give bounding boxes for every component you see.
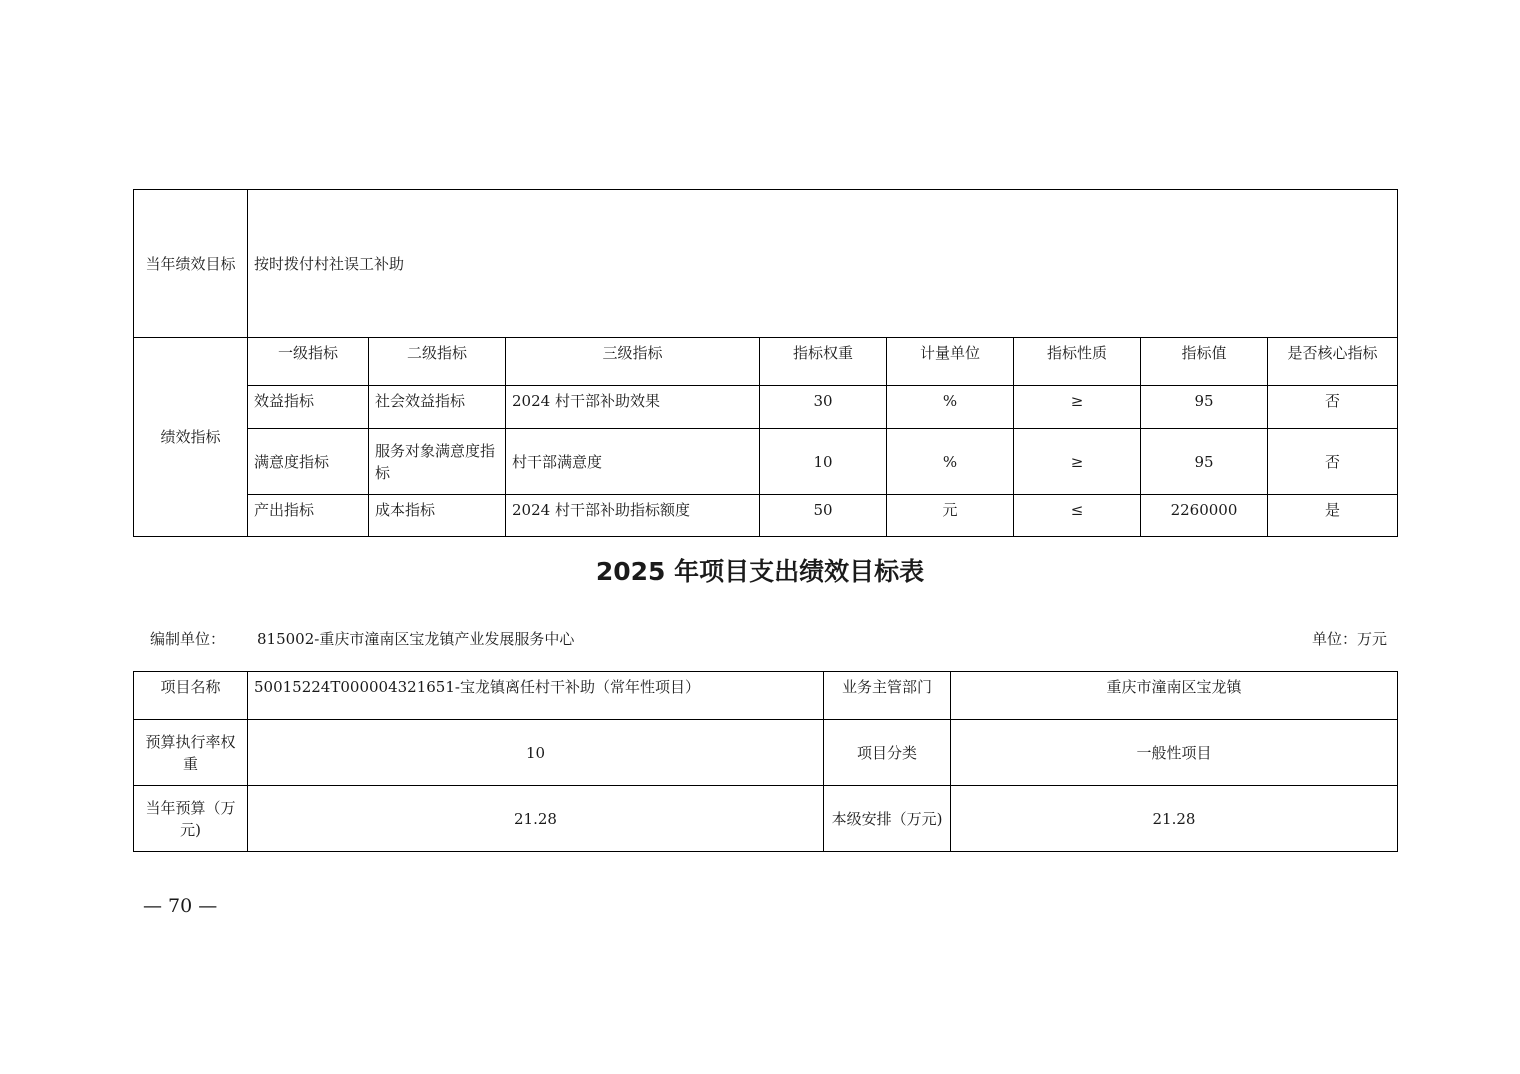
table-row: [134, 720, 1398, 786]
cell-unit: %: [887, 429, 1014, 495]
cell-nature: ≥: [1014, 429, 1141, 495]
table-row: [134, 786, 1398, 852]
header-core: 是否核心指标: [1268, 338, 1398, 386]
dept-value: 重庆市潼南区宝龙镇: [951, 672, 1398, 720]
table-row: [134, 495, 1398, 537]
cell-level1: 产出指标: [248, 495, 369, 537]
budget-label: 当年预算（万元): [134, 786, 248, 852]
cell-weight: 30: [760, 386, 887, 429]
table-row: [134, 386, 1398, 429]
compiler-value: 815002-重庆市潼南区宝龙镇产业发展服务中心: [257, 630, 575, 648]
category-value: 一般性项目: [951, 720, 1398, 786]
indicator-header-row: [134, 338, 1398, 386]
cell-nature: ≤: [1014, 495, 1141, 537]
compiler-label: 编制单位：: [150, 630, 226, 648]
cell-level2: 社会效益指标: [369, 386, 506, 429]
header-level3: 三级指标: [506, 338, 760, 386]
cell-value: 2260000: [1141, 495, 1268, 537]
header-level2: 二级指标: [369, 338, 506, 386]
project-name-value: 50015224T000004321651-宝龙镇离任村干补助（常年性项目）: [248, 672, 824, 720]
cell-core: 否: [1268, 429, 1398, 495]
goal-label: 当年绩效目标: [134, 190, 248, 338]
cell-level1: 满意度指标: [248, 429, 369, 495]
level-label: 本级安排（万元): [824, 786, 951, 852]
cell-level3: 村干部满意度: [506, 429, 760, 495]
header-level1: 一级指标: [248, 338, 369, 386]
header-value: 指标值: [1141, 338, 1268, 386]
project-name-label: 项目名称: [134, 672, 248, 720]
cell-weight: 10: [760, 429, 887, 495]
page-number: — 70 —: [143, 895, 218, 917]
cell-level2: 服务对象满意度指标: [369, 429, 506, 495]
performance-table: [133, 189, 1398, 537]
page-title: 2025 年项目支出绩效目标表: [595, 557, 925, 586]
perf-label: 绩效指标: [134, 338, 248, 537]
cell-nature: ≥: [1014, 386, 1141, 429]
cell-level3: 2024 村干部补助指标额度: [506, 495, 760, 537]
cell-unit: %: [887, 386, 1014, 429]
category-label: 项目分类: [824, 720, 951, 786]
goal-text: 按时拨付村社误工补助: [248, 190, 1398, 338]
cell-unit: 元: [887, 495, 1014, 537]
header-nature: 指标性质: [1014, 338, 1141, 386]
rate-value: 10: [248, 720, 824, 786]
rate-label: 预算执行率权重: [134, 720, 248, 786]
cell-value: 95: [1141, 429, 1268, 495]
cell-level3: 2024 村干部补助效果: [506, 386, 760, 429]
budget-value: 21.28: [248, 786, 824, 852]
goal-row: [134, 190, 1398, 338]
dept-label: 业务主管部门: [824, 672, 951, 720]
header-weight: 指标权重: [760, 338, 887, 386]
project-table: [133, 671, 1398, 852]
level-value: 21.28: [951, 786, 1398, 852]
cell-value: 95: [1141, 386, 1268, 429]
money-unit: 单位：万元: [1311, 630, 1387, 648]
cell-core: 否: [1268, 386, 1398, 429]
table-row: [134, 429, 1398, 495]
cell-weight: 50: [760, 495, 887, 537]
cell-level1: 效益指标: [248, 386, 369, 429]
cell-core: 是: [1268, 495, 1398, 537]
cell-level2: 成本指标: [369, 495, 506, 537]
table-row: [134, 672, 1398, 720]
header-unit: 计量单位: [887, 338, 1014, 386]
